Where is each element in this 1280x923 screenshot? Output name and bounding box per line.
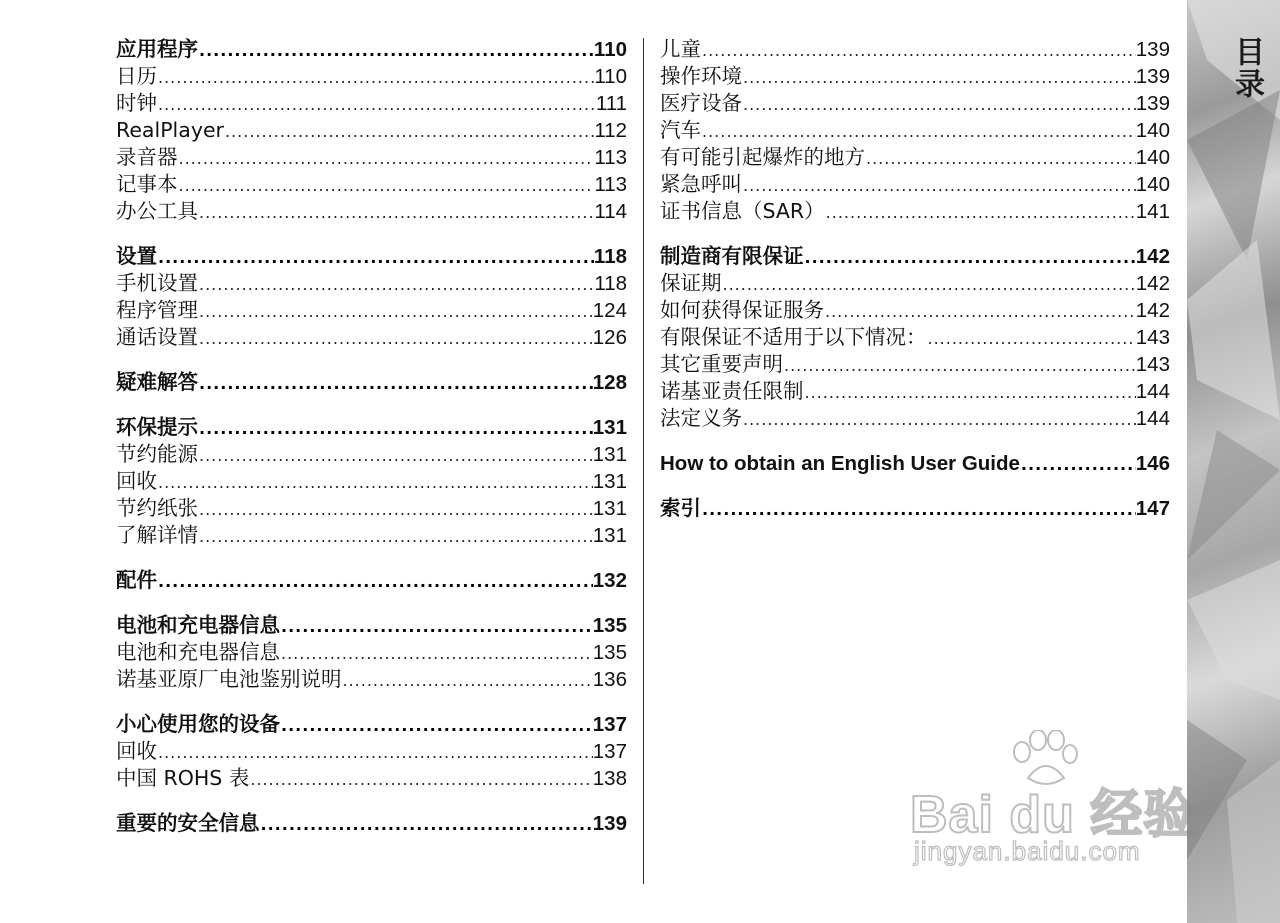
page-number: 131 (592, 443, 627, 466)
entry-title: How to obtain an English User Guide (660, 452, 1020, 475)
page-number: 118 (594, 272, 627, 295)
page-number: 143 (1135, 326, 1170, 349)
entry-title: 索引 (660, 497, 701, 520)
entry-title: 疑难解答 (116, 371, 198, 394)
toc-heading-entry[interactable] (116, 711, 627, 738)
page-number: 140 (1135, 173, 1170, 196)
toc-entry[interactable] (660, 297, 1170, 324)
toc-entry[interactable] (660, 63, 1170, 90)
toc-heading-entry[interactable] (116, 243, 627, 270)
entry-title: 电池和充电器信息 (116, 614, 280, 637)
entry-title: 保证期 (660, 271, 722, 295)
page-number: 112 (594, 119, 627, 142)
dot-leader (198, 298, 593, 324)
dot-leader (742, 406, 1136, 432)
baidu-watermark (910, 730, 1210, 880)
page-number: 111 (595, 92, 627, 115)
entry-title: 记事本 (116, 172, 178, 196)
page-number: 110 (593, 38, 627, 61)
toc-section (116, 567, 627, 594)
dot-leader (157, 64, 594, 90)
dot-leader (198, 199, 594, 225)
page-number: 110 (594, 65, 627, 88)
entry-title: 节约能源 (116, 442, 198, 466)
entry-title: 录音器 (116, 145, 178, 169)
entry-title: 回收 (116, 469, 157, 493)
entry-title: 其它重要声明 (660, 352, 783, 376)
entry-title: 有限保证不适用于以下情况： (660, 325, 927, 349)
dot-leader (783, 352, 1136, 378)
dot-leader (157, 244, 594, 270)
dot-leader (224, 118, 594, 144)
toc-entry[interactable] (116, 171, 627, 198)
dot-leader (198, 496, 593, 522)
entry-title: 配件 (116, 569, 157, 592)
toc-entry[interactable] (116, 495, 627, 522)
page-number: 118 (593, 245, 627, 268)
dot-leader (742, 172, 1136, 198)
dot-leader (249, 766, 592, 792)
page-number: 137 (592, 713, 627, 736)
side-tab (1187, 0, 1280, 923)
entry-title: 日历 (116, 64, 157, 88)
entry-title: 节约纸张 (116, 496, 198, 520)
page-number: 114 (594, 200, 627, 223)
dot-leader (701, 118, 1136, 144)
entry-title: 如何获得保证服务 (660, 298, 824, 322)
toc-section (660, 36, 1170, 225)
dot-leader (157, 568, 593, 594)
page-number: 142 (1135, 299, 1170, 322)
dot-leader (280, 640, 593, 666)
toc-section (116, 369, 627, 396)
entry-title: 有可能引起爆炸的地方 (660, 145, 865, 169)
entry-title: 时钟 (116, 91, 157, 115)
page-number: 136 (592, 668, 627, 691)
dot-leader (701, 496, 1136, 522)
page-number: 138 (592, 767, 627, 790)
page-number: 131 (592, 416, 627, 439)
page-number: 144 (1135, 407, 1170, 430)
dot-leader (804, 379, 1136, 405)
toc-entry[interactable] (116, 666, 627, 693)
toc-entry[interactable] (660, 405, 1170, 432)
toc-heading-entry[interactable] (116, 369, 627, 396)
entry-title: 诺基亚原厂电池鉴别说明 (116, 667, 342, 691)
entry-title: 应用程序 (116, 38, 198, 61)
dot-leader (824, 298, 1136, 324)
page-number: 147 (1135, 497, 1170, 520)
toc-entry[interactable] (116, 117, 627, 144)
toc-entry[interactable] (116, 270, 627, 297)
toc-heading-entry[interactable] (116, 612, 627, 639)
toc-entry[interactable] (116, 144, 627, 171)
dot-leader (1020, 451, 1136, 477)
toc-entry[interactable] (116, 738, 627, 765)
toc-heading-entry[interactable] (660, 495, 1170, 522)
dot-leader (804, 244, 1136, 270)
toc-heading-entry[interactable] (116, 810, 627, 837)
dot-leader (198, 523, 593, 549)
toc-entry[interactable] (116, 63, 627, 90)
entry-title: 环保提示 (116, 416, 198, 439)
entry-title: 小心使用您的设备 (116, 713, 280, 736)
page-number: 131 (592, 470, 627, 493)
toc-entry[interactable] (660, 36, 1170, 63)
dot-leader (178, 172, 595, 198)
watermark-url: jingyan.baidu.com (914, 836, 1141, 866)
toc-entry[interactable] (116, 765, 627, 792)
toc-entry[interactable] (116, 297, 627, 324)
paw-icon (1010, 730, 1080, 790)
toc-section (116, 711, 627, 792)
toc-entry[interactable] (116, 441, 627, 468)
dot-leader (157, 469, 593, 495)
toc-entry[interactable] (116, 90, 627, 117)
entry-title: 中国 ROHS 表 (116, 766, 250, 790)
toc-section (116, 810, 627, 837)
page-number: 124 (592, 299, 627, 322)
dot-leader (342, 667, 593, 693)
entry-title: 汽车 (660, 118, 701, 142)
toc-entry[interactable] (660, 171, 1170, 198)
page-number: 132 (592, 569, 627, 592)
page-number: 137 (592, 740, 627, 763)
page-number: 140 (1135, 146, 1170, 169)
page-number: 135 (592, 641, 627, 664)
page-number: 143 (1135, 353, 1170, 376)
toc-entry[interactable] (660, 117, 1170, 144)
dot-leader (178, 145, 595, 171)
toc-entry[interactable] (660, 351, 1170, 378)
toc-section (660, 450, 1170, 477)
toc-section (660, 495, 1170, 522)
toc-entry[interactable] (660, 198, 1170, 225)
entry-title: 诺基亚责任限制 (660, 379, 804, 403)
entry-title: 办公工具 (116, 199, 198, 223)
dot-leader (742, 64, 1136, 90)
entry-title: 儿童 (660, 37, 701, 61)
entry-title: 紧急呼叫 (660, 172, 742, 196)
dot-leader (198, 442, 593, 468)
page-number: 128 (592, 371, 627, 394)
toc-entry[interactable] (660, 378, 1170, 405)
page-number: 144 (1135, 380, 1170, 403)
watermark-brand: Bai du 经验 (910, 786, 1197, 844)
entry-title: 了解详情 (116, 523, 198, 547)
toc-section (116, 36, 627, 225)
dot-leader (260, 811, 593, 837)
dot-leader (198, 325, 593, 351)
toc-section (116, 612, 627, 693)
toc-entry[interactable] (116, 324, 627, 351)
toc-entry[interactable] (116, 639, 627, 666)
toc-section (116, 243, 627, 351)
entry-title: 重要的安全信息 (116, 812, 260, 835)
dot-leader (742, 91, 1136, 117)
toc-heading-entry[interactable] (116, 36, 627, 63)
dot-leader (825, 199, 1136, 225)
dot-leader (865, 145, 1136, 171)
page-number: 131 (592, 524, 627, 547)
entry-title: 证书信息（SAR） (660, 199, 825, 223)
page-number: 141 (1135, 200, 1170, 223)
toc-right-column (660, 36, 1170, 540)
column-divider (643, 38, 644, 884)
toc-entry[interactable] (116, 522, 627, 549)
entry-title: 法定义务 (660, 406, 742, 430)
entry-title: 医疗设备 (660, 91, 742, 115)
page-number: 126 (592, 326, 627, 349)
dot-leader (722, 271, 1136, 297)
dot-leader (198, 37, 594, 63)
toc-left-column (116, 36, 627, 855)
entry-title: 电池和充电器信息 (116, 640, 280, 664)
dot-leader (198, 271, 594, 297)
page-number: 131 (592, 497, 627, 520)
page-number: 113 (594, 173, 627, 196)
toc-heading-entry[interactable] (116, 414, 627, 441)
toc-entry[interactable] (660, 90, 1170, 117)
dot-leader (198, 415, 593, 441)
toc-heading-entry[interactable] (116, 567, 627, 594)
page-number: 135 (592, 614, 627, 637)
page-number: 139 (1135, 65, 1170, 88)
toc-heading-entry[interactable] (660, 450, 1170, 477)
entry-title: RealPlayer (116, 118, 224, 142)
entry-title: 设置 (116, 245, 157, 268)
toc-section (116, 414, 627, 549)
entry-title: 通话设置 (116, 325, 198, 349)
page-number: 140 (1135, 119, 1170, 142)
side-tab-pattern (1187, 0, 1280, 923)
dot-leader (927, 325, 1136, 351)
page-number: 142 (1135, 245, 1170, 268)
page-number: 142 (1135, 272, 1170, 295)
toc-entry[interactable] (660, 324, 1170, 351)
dot-leader (157, 91, 596, 117)
dot-leader (701, 37, 1136, 63)
entry-title: 手机设置 (116, 271, 198, 295)
page-number: 139 (1135, 92, 1170, 115)
toc-section (660, 243, 1170, 432)
toc-entry[interactable] (660, 144, 1170, 171)
page-number: 113 (594, 146, 627, 169)
toc-entry[interactable] (660, 270, 1170, 297)
section-tab-label: 目录 (1229, 36, 1264, 100)
toc-heading-entry[interactable] (660, 243, 1170, 270)
page-number: 139 (592, 812, 627, 835)
dot-leader (280, 712, 593, 738)
entry-title: 回收 (116, 739, 157, 763)
entry-title: 程序管理 (116, 298, 198, 322)
dot-leader (198, 370, 593, 396)
entry-title: 操作环境 (660, 64, 742, 88)
entry-title: 制造商有限保证 (660, 245, 804, 268)
dot-leader (280, 613, 593, 639)
page-number: 139 (1135, 38, 1170, 61)
toc-entry[interactable] (116, 198, 627, 225)
toc-entry[interactable] (116, 468, 627, 495)
dot-leader (157, 739, 593, 765)
page-number: 146 (1135, 452, 1170, 475)
